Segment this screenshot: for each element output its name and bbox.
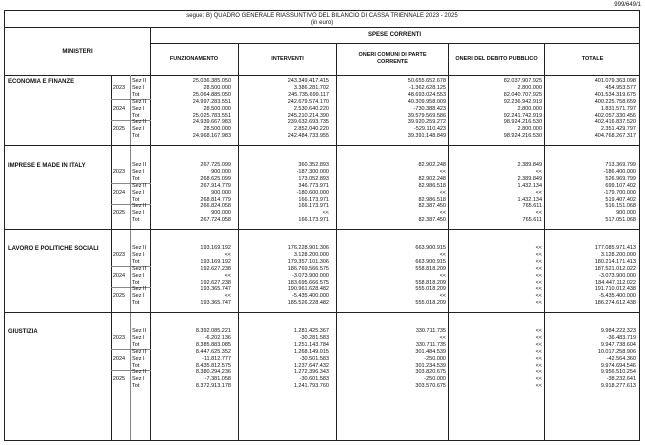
funzionamento-cell: 8.380.294.236 [195,369,231,376]
sezione-cell: Sez II [132,286,147,293]
header-ministeri: MINISTERI [5,28,151,75]
funzionamento-cell: 900.000 [211,210,231,217]
totale-cell: 699.107.402 [605,182,636,189]
year-cell: 2023 [112,168,126,175]
oneri-comuni-cell: 39.391.148.849 [407,133,446,140]
totale-cell: 184.447.112.022 [595,279,636,286]
interventi-cell: 2.852.040.220 [293,126,329,133]
totale-cell: 3.128.200.000 [600,251,636,258]
table-row [5,217,639,224]
funzionamento-cell: 900.000 [211,168,231,175]
interventi-cell: 166.173.971 [298,203,329,210]
title-unit: (in euro) [310,20,334,26]
sezione-cell: Sez II [132,328,147,334]
table-row [5,300,639,307]
sezione-cell: Sez I [132,376,145,383]
interventi-cell: 1.241.793.760 [293,383,329,390]
sezione-cell: Sez II [132,203,147,210]
totale-cell: 402.057.330.456 [594,112,636,119]
sezione-cell: Sez II [132,265,147,272]
sezione-cell: Tot [132,112,140,119]
oneri-debito-cell: 92.241.742.919 [503,112,542,119]
ministry-separator [5,229,639,230]
funzionamento-cell: 8.372.913.178 [195,383,231,390]
totale-cell: 519.407.402 [605,196,636,203]
funzionamento-cell: << [224,251,231,258]
funzionamento-cell: 900.000 [211,189,231,196]
ministry-name: ECONOMIA E FINANZE [8,79,75,85]
totale-cell: -179.700.000 [603,189,636,196]
interventi-cell: 346.773.971 [298,182,329,189]
ministry-name: LAVORO E POLITICHE SOCIALI [8,246,99,252]
sezione-cell: Sez II [132,78,147,84]
oneri-comuni-cell: 303.820.675 [415,369,446,376]
oneri-comuni-cell: 82.387.450 [418,203,446,210]
interventi-cell: 1.268.149.015 [293,348,329,355]
oneri-debito-cell: 98.924.216.530 [503,133,542,140]
totale-cell: 402.416.837.520 [594,119,636,126]
funzionamento-cell: 24.997.283.551 [192,98,231,105]
interventi-cell: 2.530.640.220 [293,105,329,112]
oneri-debito-cell: 82.037.907.925 [503,78,542,84]
totale-cell: 9.918.277.613 [600,383,636,390]
budget-table [4,10,640,441]
table-row [5,133,639,140]
header-totale: TOTALE [544,43,640,75]
interventi-cell: 166.173.971 [298,217,329,224]
totale-cell: 401.079.363.098 [594,78,636,84]
sezione-cell: Sez II [132,369,147,376]
totale-cell: 526.969.799 [605,175,636,182]
funzionamento-cell: << [224,272,231,279]
sezione-cell: Sez I [132,126,145,133]
totale-cell: 2.351.429.797 [600,126,636,133]
oneri-comuni-cell: 82.387.450 [418,217,446,224]
oneri-debito-cell: 2.800.000 [517,84,542,91]
oneri-debito-cell: << [535,362,542,369]
title-main: segue: B) QUADRO GENERALE RIASSUNTIVO DEL BILANCIO DI CASSA TRIENNALE 2023 - 2025 [186,13,458,19]
oneri-comuni-cell: << [439,189,446,196]
totale-cell: 900.000 [616,210,636,217]
oneri-comuni-cell: 48.693.024.553 [407,91,446,98]
funzionamento-cell: 28.500.000 [203,84,231,91]
oneri-debito-cell: << [535,383,542,390]
totale-cell: 9.947.738.604 [600,341,636,348]
oneri-debito-cell: << [535,272,542,279]
totale-cell: 517.051.068 [605,217,636,224]
page-reference: 999/649/1 [614,2,641,8]
interventi-cell: 242.679.574.170 [287,98,329,105]
sezione-cell: Sez I [132,210,145,217]
header-spese-correnti: SPESE CORRENTI [150,28,639,44]
header-oneri-comuni [336,43,448,75]
interventi-cell: 1.237.647.432 [293,362,329,369]
interventi-cell: 186.769.566.575 [287,265,329,272]
funzionamento-cell: 192.627.238 [200,279,231,286]
oneri-debito-cell: 2.389.849 [517,162,542,168]
header-funzionamento: FUNZIONAMENTO [169,55,219,62]
oneri-debito-cell: << [535,279,542,286]
totale-cell: 187.521.012.022 [594,265,636,272]
oneri-debito-cell: << [535,245,542,251]
interventi-cell: 185.526.228.482 [287,300,329,307]
totale-cell: -38.232.641 [606,376,636,383]
oneri-debito-cell: << [535,286,542,293]
oneri-debito-cell: 2.389.849 [517,175,542,182]
oneri-comuni-cell: 663.900.915 [415,245,446,251]
oneri-comuni-cell: << [439,168,446,175]
totale-cell: 516.151.068 [605,203,636,210]
oneri-debito-cell: << [535,210,542,217]
oneri-comuni-cell: 82.986.518 [418,182,446,189]
sezione-cell: Tot [132,91,140,98]
funzionamento-cell: 8.447.625.352 [195,348,231,355]
table-title [5,11,639,28]
sezione-cell: Sez II [132,119,147,126]
interventi-cell: 166.173.971 [298,196,329,203]
oneri-debito-cell: << [535,265,542,272]
oneri-comuni-cell: 555.018.209 [415,286,446,293]
sezione-cell: Sez I [132,293,145,300]
oneri-comuni-cell: -730.388.423 [413,105,446,112]
sezione-cell: Sez I [132,105,145,112]
oneri-debito-cell: 82.040.707.925 [503,91,542,98]
funzionamento-cell: 25.064.885.050 [192,91,231,98]
oneri-comuni-cell: 82.986.518 [418,196,446,203]
sezione-cell: Sez I [132,272,145,279]
interventi-cell: 1.251.143.784 [293,341,329,348]
interventi-cell: 245.210.214.390 [287,112,329,119]
oneri-debito-cell: 92.236.942.919 [503,98,542,105]
oneri-debito-cell: << [535,334,542,341]
sezione-cell: Sez I [132,251,145,258]
interventi-cell: 1.272.396.343 [293,369,329,376]
oneri-debito-cell: << [535,300,542,307]
interventi-cell: 183.695.666.575 [287,279,329,286]
interventi-cell: 360.352.893 [298,162,329,168]
sezione-cell: Tot [132,217,140,224]
oneri-debito-cell: 765.611 [522,217,542,224]
oneri-comuni-cell: 50.655.652.678 [407,78,446,84]
funzionamento-cell: 25.025.783.551 [192,112,231,119]
interventi-cell: << [322,210,329,217]
oneri-debito-cell: << [535,376,542,383]
oneri-comuni-cell: -250.000 [424,376,446,383]
sezione-cell: Sez I [132,189,145,196]
sezione-cell: Sez I [132,168,145,175]
interventi-cell: 239.632.693.735 [287,119,329,126]
oneri-debito-cell: << [535,189,542,196]
year-cell: 2023 [112,84,126,91]
year-cell: 2024 [112,355,126,362]
oneri-debito-cell: 1.432.134 [517,182,542,189]
funzionamento-cell: 267.725.099 [200,162,231,168]
totale-cell: 454.953.577 [605,84,636,91]
oneri-comuni-cell: << [439,293,446,300]
oneri-comuni-cell: 40.309.958.009 [407,98,446,105]
header-interventi: INTERVENTI [238,43,336,75]
funzionamento-cell: 268.625.099 [200,175,231,182]
totale-cell: 401.534.319.675 [594,91,636,98]
year-cell: 2023 [112,334,126,341]
totale-cell: 9.974.694.546 [600,362,636,369]
totale-cell: -5.435.400.000 [598,293,636,300]
funzionamento-cell: -11.812.777 [202,355,231,362]
sezione-cell: Tot [132,258,140,265]
funzionamento-cell: 268.814.779 [200,196,231,203]
sezione-cell: Sez I [132,355,145,362]
sezione-cell: Sez II [132,182,147,189]
funzionamento-cell: 267.724.058 [200,217,231,224]
interventi-cell: 176.228.901.306 [287,245,329,251]
oneri-comuni-cell: 330.711.735 [415,341,446,348]
totale-cell: 10.017.258.906 [597,348,636,355]
interventi-cell: -30.601.583 [299,376,329,383]
sezione-cell: Sez I [132,334,145,341]
header-oneri-debito: ONERI DEL DEBITO PUBBLICO [448,43,544,75]
oneri-comuni-cell: 82.902.248 [418,175,446,182]
oneri-debito-cell: 2.800.000 [517,105,542,112]
year-cell: 2024 [112,105,126,112]
interventi-cell: 242.484.733.955 [287,133,329,140]
totale-cell: 9.956.510.254 [600,369,636,376]
interventi-cell: -30.281.583 [299,334,329,341]
sezione-cell: Tot [132,300,140,307]
funzionamento-cell: 193.365.747 [200,300,231,307]
table-row [5,383,639,390]
interventi-cell: 173.052.893 [298,175,329,182]
funzionamento-cell: 28.500.000 [203,105,231,112]
oneri-comuni-cell: 330.711.735 [415,328,446,334]
sezione-cell: Tot [132,175,140,182]
funzionamento-cell: 266.824.058 [200,203,231,210]
totale-cell: 713.369.799 [605,162,636,168]
sezione-cell: Sez II [132,245,147,251]
funzionamento-cell: -6.202.136 [204,334,231,341]
sezione-cell: Tot [132,133,140,140]
funzionamento-cell: 193.169.192 [200,245,231,251]
oneri-comuni-cell: 303.570.675 [415,383,446,390]
oneri-comuni-cell: << [439,251,446,258]
year-cell: 2025 [112,126,126,133]
year-cell: 2025 [112,376,126,383]
funzionamento-cell: << [224,293,231,300]
totale-cell: 9.984.222.323 [600,328,636,334]
oneri-comuni-cell: 39.579.569.586 [407,112,446,119]
header-oneri-comuni-line2: CORRENTE [377,59,408,65]
interventi-cell: 1.281.425.367 [293,328,329,334]
sezione-cell: Sez I [132,84,145,91]
oneri-comuni-cell: << [439,272,446,279]
oneri-comuni-cell: << [439,334,446,341]
oneri-debito-cell: 98.924.216.530 [503,119,542,126]
oneri-comuni-cell: 663.900.915 [415,258,446,265]
year-cell: 2025 [112,293,126,300]
sezione-cell: Sez II [132,348,147,355]
totale-cell: -42.564.360 [606,355,636,362]
interventi-cell: 245.735.699.117 [288,91,329,98]
oneri-debito-cell: << [535,369,542,376]
oneri-debito-cell: << [535,251,542,258]
oneri-comuni-cell: << [439,210,446,217]
oneri-comuni-cell: 558.818.209 [415,265,446,272]
sezione-cell: Tot [132,383,140,390]
oneri-debito-cell: << [535,341,542,348]
interventi-cell: -187.300.000 [296,168,329,175]
year-cell: 2023 [112,251,126,258]
sezione-cell: Tot [132,279,140,286]
sezione-cell: Sez II [132,162,147,168]
totale-cell: 191.710.012.438 [594,286,636,293]
ministry-name: GIUSTIZIA [8,329,38,335]
year-cell: 2024 [112,272,126,279]
header-oneri-comuni-line1: ONERI COMUNI DI PARTE [358,52,427,58]
oneri-debito-cell: 1.432.134 [517,196,542,203]
oneri-debito-cell: << [535,168,542,175]
oneri-comuni-cell: 558.818.209 [415,279,446,286]
sezione-cell: Tot [132,196,140,203]
totale-cell: 404.768.267.317 [594,133,636,140]
funzionamento-cell: 8.392.085.221 [195,328,231,334]
totale-cell: -3.073.900.000 [598,272,636,279]
funzionamento-cell: 24.939.667.983 [192,119,231,126]
funzionamento-cell: 28.500.000 [203,126,231,133]
oneri-debito-cell: 2.800.000 [517,126,542,133]
oneri-debito-cell: << [535,258,542,265]
funzionamento-cell: -7.381.058 [204,376,231,383]
oneri-debito-cell: 765.611 [522,203,542,210]
oneri-comuni-cell: 82.902.248 [418,162,446,168]
interventi-cell: -30.501.583 [299,355,329,362]
totale-cell: -186.400.000 [603,168,636,175]
ministry-separator [5,145,639,146]
totale-cell: 186.274.612.438 [594,300,636,307]
interventi-cell: 243.349.417.415 [287,78,329,84]
interventi-cell: 179.357.101.306 [287,258,329,265]
table-body [5,75,639,440]
oneri-comuni-cell: 301.234.539 [415,362,446,369]
year-cell: 2024 [112,189,126,196]
oneri-comuni-cell: 555.018.209 [415,300,446,307]
oneri-debito-cell: << [535,328,542,334]
funzionamento-cell: 192.627.238 [200,265,231,272]
totale-cell: -36.483.719 [606,334,636,341]
interventi-cell: 3.128.200.000 [293,251,329,258]
funzionamento-cell: 193.169.192 [200,258,231,265]
totale-cell: 400.225.758.659 [594,98,636,105]
oneri-comuni-cell: 39.920.259.272 [407,119,446,126]
oneri-comuni-cell: -250.000 [424,355,446,362]
oneri-debito-cell: << [535,355,542,362]
sezione-cell: Sez II [132,98,147,105]
oneri-comuni-cell: 301.484.539 [415,348,446,355]
totale-cell: 180.214.171.413 [594,258,636,265]
ministry-name: IMPRESE E MADE IN ITALY [8,163,86,169]
funzionamento-cell: 25.036.385.050 [192,78,231,84]
funzionamento-cell: 267.914.779 [200,182,231,189]
interventi-cell: 3.386.281.702 [293,84,329,91]
oneri-debito-cell: << [535,293,542,300]
ministry-separator [5,312,639,313]
oneri-comuni-cell: -529.110.423 [413,126,446,133]
year-cell: 2025 [112,210,126,217]
totale-cell: 1.831.571.797 [600,105,636,112]
interventi-cell: -3.073.900.000 [291,272,329,279]
interventi-cell: -5.435.400.000 [291,293,329,300]
interventi-cell: 190.961.628.482 [287,286,329,293]
totale-cell: 177.085.971.413 [594,245,636,251]
oneri-debito-cell: << [535,348,542,355]
funzionamento-cell: 24.968.167.983 [192,133,231,140]
sezione-cell: Tot [132,362,140,369]
funzionamento-cell: 193.365.747 [200,286,231,293]
table-header [5,28,639,76]
funzionamento-cell: 8.385.883.085 [195,341,231,348]
oneri-comuni-cell: -1.362.628.125 [408,84,446,91]
interventi-cell: -180.600.000 [296,189,329,196]
sezione-cell: Tot [132,341,140,348]
funzionamento-cell: 8.435.812.575 [195,362,231,369]
